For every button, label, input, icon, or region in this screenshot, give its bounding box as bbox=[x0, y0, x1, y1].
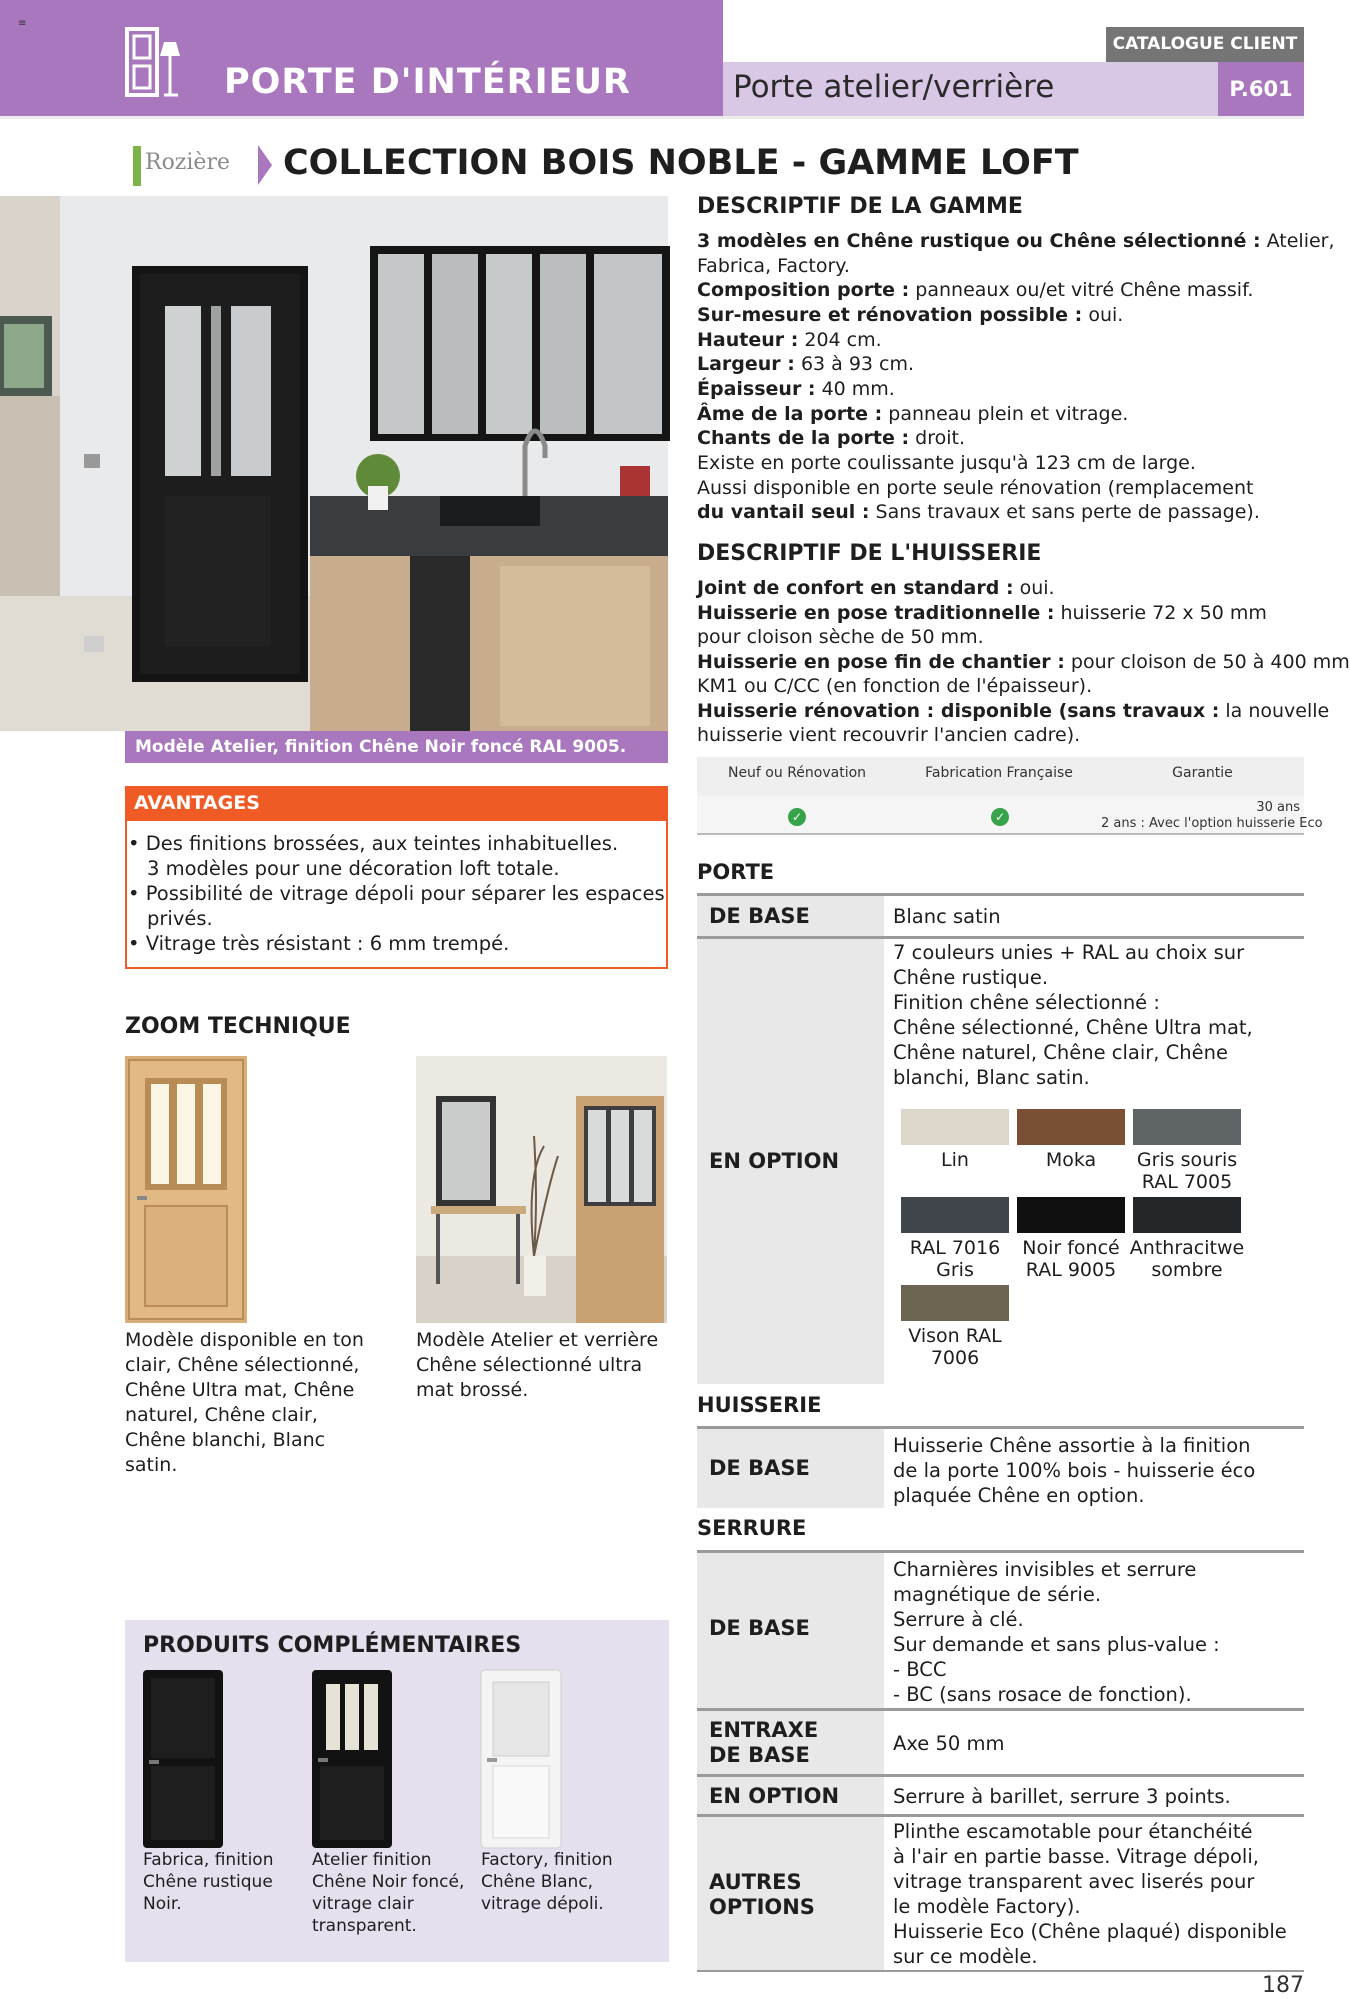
serrure-entraxe-row bbox=[697, 1708, 1304, 1774]
catalog-label: CATALOGUE CLIENT bbox=[1106, 27, 1304, 62]
porte-section-title: PORTE bbox=[697, 860, 775, 884]
color-swatch-label: Gris souris RAL 7005 bbox=[1136, 1149, 1238, 1193]
color-swatch[interactable] bbox=[901, 1197, 1009, 1233]
row-label: DE BASE bbox=[709, 1616, 810, 1640]
table-bottom-rule bbox=[697, 1970, 1304, 1972]
row-label: DE BASE bbox=[709, 904, 810, 928]
huisserie-line: huisserie vient recouvrir l'ancien cadre). bbox=[697, 724, 1081, 746]
gamme-line: du vantail seul : Sans travaux et sans perte de passage). bbox=[697, 501, 1260, 523]
serrure-autres-options-row bbox=[697, 1814, 1304, 1972]
page-number: 187 bbox=[1262, 1973, 1304, 1998]
huisserie-line: Huisserie rénovation : disponible (sans travaux : la nouvelle bbox=[697, 700, 1330, 722]
avantage-item: • Des finitions brossées, aux teintes inhabituelles. bbox=[128, 832, 619, 855]
huisserie-de-base-row bbox=[697, 1426, 1304, 1508]
color-swatch[interactable] bbox=[1133, 1109, 1241, 1145]
chevron-right-icon bbox=[258, 145, 272, 185]
color-swatch[interactable] bbox=[901, 1109, 1009, 1145]
porte-en-option-row bbox=[697, 936, 1304, 1384]
product-factory-image[interactable] bbox=[481, 1670, 561, 1848]
zoom-door-light-photo bbox=[125, 1056, 247, 1323]
garantie-note: 2 ans : Avec l'option huisserie Eco bbox=[1101, 816, 1323, 831]
huisserie-line: KM1 ou C/CC (en fonction de l'épaisseur). bbox=[697, 675, 1093, 697]
row-label: EN OPTION bbox=[709, 1149, 840, 1173]
color-swatch[interactable] bbox=[901, 1285, 1009, 1321]
zoom-left-caption: Modèle disponible en ton clair, Chêne sélectionné, Chêne Ultra mat, Chêne naturel, Chêne clair, Chêne blanchi, Blanc satin. bbox=[125, 1329, 364, 1476]
product-atelier-image[interactable] bbox=[312, 1670, 392, 1848]
zoom-technique-title: ZOOM TECHNIQUE bbox=[125, 1014, 351, 1039]
row-value: 7 couleurs unies + RAL au choix sur Chêne rustique. Finition chêne sélectionné : Chêne sélectionné, Chêne Ultra mat, Chêne naturel, Chêne clair, Chêne blanchi, Blanc satin. bbox=[893, 941, 1253, 1089]
serrure-en-option-row bbox=[697, 1774, 1304, 1814]
color-swatch-label: Noir foncé RAL 9005 bbox=[1022, 1237, 1120, 1281]
color-swatch-label: Anthracitwe sombre bbox=[1129, 1237, 1245, 1281]
main-product-photo bbox=[0, 196, 668, 731]
huisserie-line: Huisserie en pose traditionnelle : huisserie 72 x 50 mm bbox=[697, 602, 1267, 624]
row-value: Serrure à barillet, serrure 3 points. bbox=[893, 1785, 1231, 1808]
header-divider bbox=[0, 116, 1304, 119]
color-swatch-label: Lin bbox=[941, 1149, 969, 1171]
section-title: PORTE D'INTÉRIEUR bbox=[224, 62, 631, 102]
color-swatch-label: Vison RAL 7006 bbox=[908, 1325, 1002, 1369]
color-swatch-label: Moka bbox=[1045, 1149, 1097, 1171]
gamme-line: 3 modèles en Chêne rustique ou Chêne sélectionné : Atelier, bbox=[697, 230, 1335, 252]
feature-header-fabrication: Fabrication Française bbox=[925, 765, 1073, 781]
row-value: Plinthe escamotable pour étanchéité à l'air en partie basse. Vitrage dépoli, vitrage transparent avec liserés pour le modèle Factory). Huisserie Eco (Chêne plaqué) disponible sur ce modèle. bbox=[893, 1820, 1287, 1968]
collection-title: COLLECTION BOIS NOBLE - GAMME LOFT bbox=[283, 143, 1079, 183]
color-swatch-label: RAL 7016 Gris bbox=[909, 1237, 1001, 1281]
gamme-line: Chants de la porte : droit. bbox=[697, 427, 965, 449]
serrure-de-base-row bbox=[697, 1550, 1304, 1708]
descriptif-gamme-title: DESCRIPTIF DE LA GAMME bbox=[697, 194, 1023, 219]
brand-logo: Rozière bbox=[133, 146, 235, 186]
gamme-line: Aussi disponible en porte seule rénovation (remplacement bbox=[697, 477, 1254, 499]
color-swatch[interactable] bbox=[1017, 1109, 1125, 1145]
menu-icon[interactable]: ≡ bbox=[18, 18, 27, 29]
color-swatch[interactable] bbox=[1133, 1197, 1241, 1233]
product-fabrica-caption: Fabrica, finition Chêne rustique Noir. bbox=[143, 1850, 274, 1914]
gamme-line: Existe en porte coulissante jusqu'à 123 cm de large. bbox=[697, 452, 1196, 474]
product-atelier-caption: Atelier finition Chêne Noir foncé, vitrage clair transparent. bbox=[312, 1850, 465, 1936]
gamme-line: Épaisseur : 40 mm. bbox=[697, 378, 895, 400]
avantage-item: • Vitrage très résistant : 6 mm trempé. bbox=[128, 932, 510, 955]
row-label: ENTRAXE DE BASE bbox=[709, 1718, 819, 1767]
gamme-line: Largeur : 63 à 93 cm. bbox=[697, 353, 915, 375]
zoom-atelier-verriere-photo bbox=[416, 1056, 667, 1323]
huisserie-section-title: HUISSERIE bbox=[697, 1393, 822, 1417]
door-lamp-icon bbox=[124, 26, 186, 100]
feature-header-garantie: Garantie bbox=[1172, 765, 1233, 781]
subsection-band bbox=[723, 62, 1218, 116]
huisserie-line: Huisserie en pose fin de chantier : pour cloison de 50 à 400 mm bbox=[697, 651, 1350, 673]
main-photo-caption: Modèle Atelier, finition Chêne Noir foncé RAL 9005. bbox=[125, 731, 668, 763]
row-value: Axe 50 mm bbox=[893, 1732, 1005, 1755]
check-icon: ✓ bbox=[788, 808, 806, 826]
product-factory-caption: Factory, finition Chêne Blanc, vitrage dépoli. bbox=[481, 1850, 613, 1914]
row-value: Huisserie Chêne assortie à la finition de la porte 100% bois - huisserie éco plaquée Chêne en option. bbox=[893, 1434, 1256, 1507]
gamme-line: Sur-mesure et rénovation possible : oui. bbox=[697, 304, 1124, 326]
row-label: DE BASE bbox=[709, 1456, 810, 1480]
gamme-line: Hauteur : 204 cm. bbox=[697, 329, 882, 351]
page-reference: P.601 bbox=[1218, 62, 1304, 116]
descriptif-huisserie-title: DESCRIPTIF DE L'HUISSERIE bbox=[697, 541, 1042, 566]
garantie-duration: 30 ans bbox=[1256, 800, 1300, 815]
zoom-right-caption: Modèle Atelier et verrière Chêne sélectionné ultra mat brossé. bbox=[416, 1329, 659, 1401]
avantage-item: privés. bbox=[147, 907, 213, 930]
gamme-line: Composition porte : panneaux ou/et vitré Chêne massif. bbox=[697, 279, 1254, 301]
serrure-section-title: SERRURE bbox=[697, 1516, 807, 1540]
produits-complementaires-title: PRODUITS COMPLÉMENTAIRES bbox=[143, 1633, 522, 1658]
avantages-title: AVANTAGES bbox=[125, 786, 668, 821]
avantage-item: • Possibilité de vitrage dépoli pour séparer les espaces bbox=[128, 882, 665, 905]
gamme-line: Âme de la porte : panneau plein et vitrage. bbox=[697, 403, 1129, 425]
color-swatch[interactable] bbox=[1017, 1197, 1125, 1233]
gamme-line: Fabrica, Factory. bbox=[697, 255, 850, 277]
huisserie-line: Joint de confort en standard : oui. bbox=[697, 577, 1055, 599]
feature-header-renovation: Neuf ou Rénovation bbox=[727, 765, 867, 781]
row-label: EN OPTION bbox=[709, 1784, 840, 1808]
check-icon: ✓ bbox=[991, 808, 1009, 826]
subsection-title: Porte atelier/verrière bbox=[733, 69, 1055, 105]
row-value: Blanc satin bbox=[893, 905, 1001, 928]
product-fabrica-image[interactable] bbox=[143, 1670, 223, 1848]
avantage-item: 3 modèles pour une décoration loft totale. bbox=[147, 857, 560, 880]
row-value: Charnières invisibles et serrure magnétique de série. Serrure à clé. Sur demande et sans plus-value : - BCC - BC (sans rosace de fonction). bbox=[893, 1558, 1220, 1706]
row-label: AUTRES OPTIONS bbox=[709, 1870, 815, 1919]
porte-de-base-row bbox=[697, 893, 1304, 936]
huisserie-line: pour cloison sèche de 50 mm. bbox=[697, 626, 984, 648]
